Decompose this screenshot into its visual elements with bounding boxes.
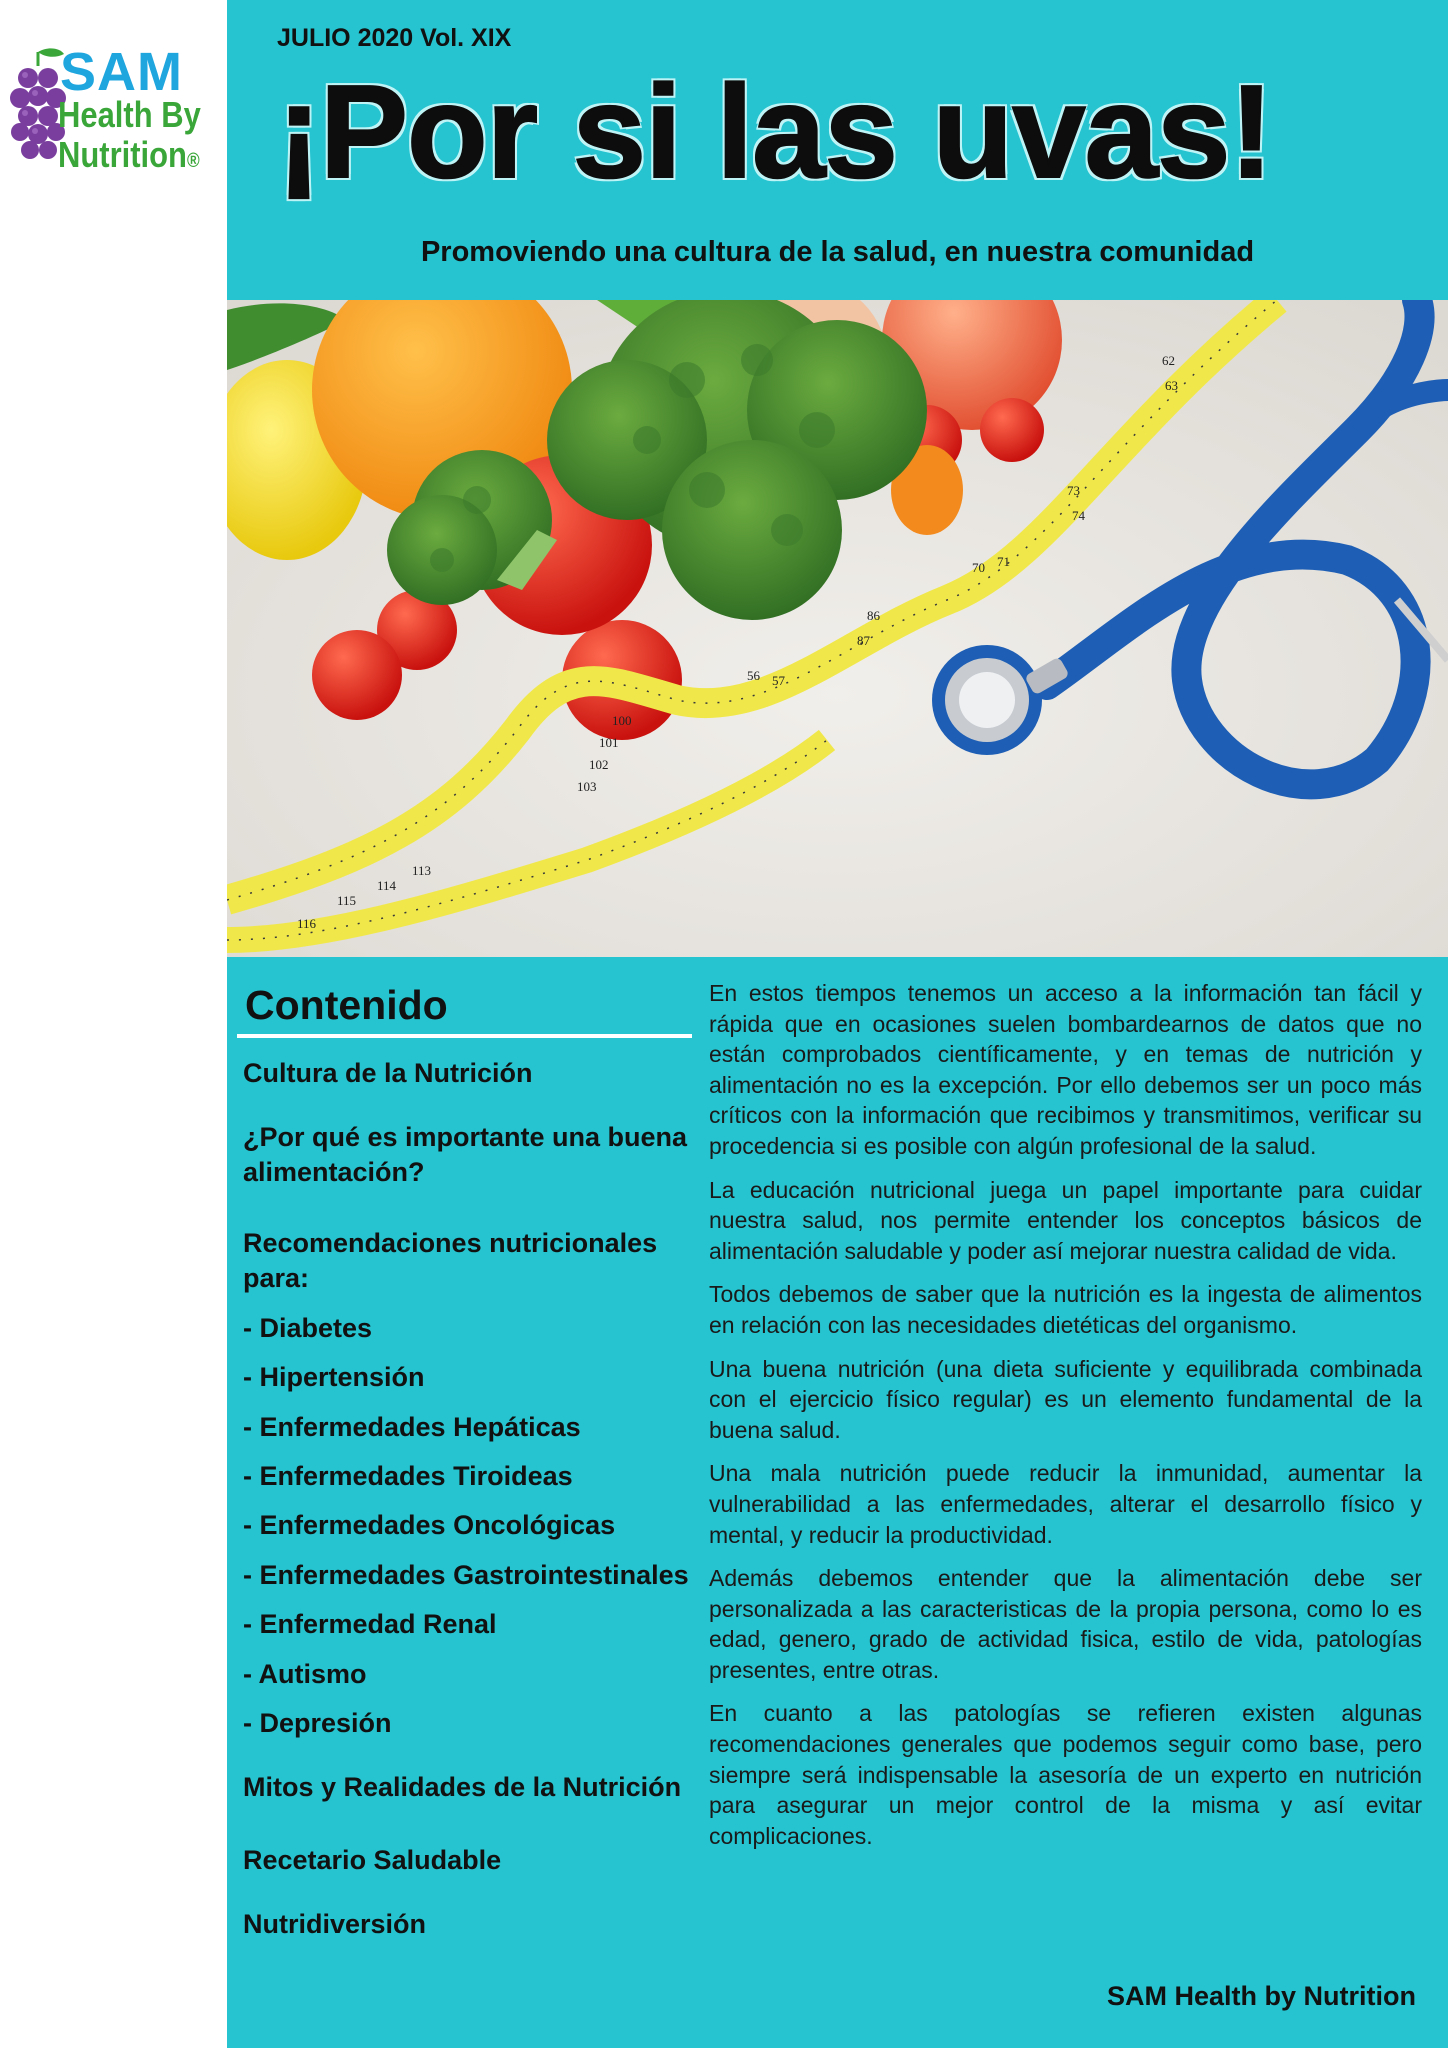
tape-number: 103 <box>577 779 597 794</box>
tape-number: 57 <box>772 673 785 688</box>
toc-item: - Hipertensión <box>243 1362 425 1392</box>
toc-item: Nutridiversión <box>243 1909 427 1939</box>
registered-mark: ® <box>186 150 200 172</box>
logo-nutrition-word: Nutrition <box>58 134 187 175</box>
toc-item: - Enfermedades Hepáticas <box>243 1412 581 1442</box>
tape-number: 113 <box>412 863 432 878</box>
tape-number: 56 <box>747 668 760 683</box>
brand-logo <box>8 44 223 184</box>
newsletter-title: ¡Por si las uvas! <box>277 58 1273 205</box>
toc-item: - Enfermedades Tiroideas <box>243 1461 573 1491</box>
article-paragraph: Una buena nutrición (una dieta suficiente y equilibrada combinada con el ejercicio físico regular) es un elemento fundamental de la buena salud. <box>709 1355 1422 1443</box>
tape-number: 101 <box>599 735 619 750</box>
toc-item: ¿Por qué es importante una buena alimentación? <box>243 1122 688 1187</box>
tape-number: 115 <box>337 893 357 908</box>
tape-number: 116 <box>297 916 317 931</box>
toc-item: - Enfermedad Renal <box>243 1609 497 1639</box>
tape-number: 102 <box>589 757 609 772</box>
toc-item: - Enfermedades Oncológicas <box>243 1510 616 1540</box>
tape-number: 73 <box>1067 483 1080 498</box>
toc-divider <box>237 1034 692 1038</box>
toc-item: Cultura de la Nutrición <box>243 1058 533 1088</box>
logo-sam: SAM <box>60 42 183 102</box>
toc-item: - Enfermedades Gastrointestinales <box>243 1560 689 1590</box>
article-paragraph: Además debemos entender que la alimentación debe ser personalizada a las caracteristicas de la propia persona, como lo es edad, genero, grado de actividad fisica, estilo de vida, patologías presentes, entre otras. <box>709 1565 1422 1683</box>
cover-photo-illustration <box>227 300 1448 957</box>
newsletter-subtitle: Promoviendo una cultura de la salud, en nuestra comunidad <box>420 236 1255 268</box>
tape-number: 100 <box>612 713 632 728</box>
toc-item: Recetario Saludable <box>243 1845 502 1875</box>
tape-number: 86 <box>867 608 880 623</box>
toc-item: Mitos y Realidades de la Nutrición <box>243 1772 682 1802</box>
tape-number: 62 <box>1162 353 1175 368</box>
toc-item: Recomendaciones nutricionales para: <box>243 1228 658 1293</box>
tape-number: 114 <box>377 878 397 893</box>
tape-number: 63 <box>1165 378 1178 393</box>
tape-number: 74 <box>1072 508 1085 523</box>
tape-number: 87 <box>857 633 870 648</box>
article-paragraph: Una mala nutrición puede reducir la inmunidad, aumentar la vulnerabilidad a las enfermedades, alterar el desarrollo físico y mental, y reducir la productividad. <box>709 1460 1422 1548</box>
toc-item: - Autismo <box>243 1659 367 1689</box>
toc-item: - Depresión <box>243 1708 392 1738</box>
toc-heading: Contenido <box>245 982 448 1028</box>
article-body <box>709 978 1422 1864</box>
cover-photo <box>227 300 1448 957</box>
article-paragraph: Todos debemos de saber que la nutrición es la ingesta de alimentos en relación con las necesidades dietéticas del organismo. <box>709 1281 1422 1338</box>
issue-date: JULIO 2020 Vol. XIX <box>277 24 512 52</box>
logo-health-by: Health By <box>58 94 201 135</box>
left-margin <box>0 0 227 2048</box>
tape-number: 70 <box>972 560 985 575</box>
footer-signature: SAM Health by Nutrition <box>1107 1981 1416 2011</box>
article-paragraph: En estos tiempos tenemos un acceso a la información tan fácil y rápida que en ocasiones suelen bombardearnos de datos que no están comprobados científicamente, y en temas de nutrición y alimentación no es la excepción. Por ello debemos ser un poco más críticos con la información que recibimos y transmitimos, verificar su procedencia si es posible con algún profesional de la salud. <box>709 980 1422 1159</box>
toc-item: - Diabetes <box>243 1313 373 1343</box>
logo-nutrition <box>58 136 200 180</box>
tape-number: 71 <box>997 554 1010 569</box>
article-paragraph: En cuanto a las patologías se refieren existen algunas recomendaciones generales que podemos seguir como base, pero siempre será indispensable la asesoría de un experto en nutrición para asegurar un mejor control de la misma y así evitar complicaciones. <box>709 1700 1422 1849</box>
article-paragraph: La educación nutricional juega un papel importante para cuidar nuestra salud, nos permite entender los conceptos básicos de alimentación saludable y poder así mejorar nuestra calidad de vida. <box>709 1176 1422 1264</box>
